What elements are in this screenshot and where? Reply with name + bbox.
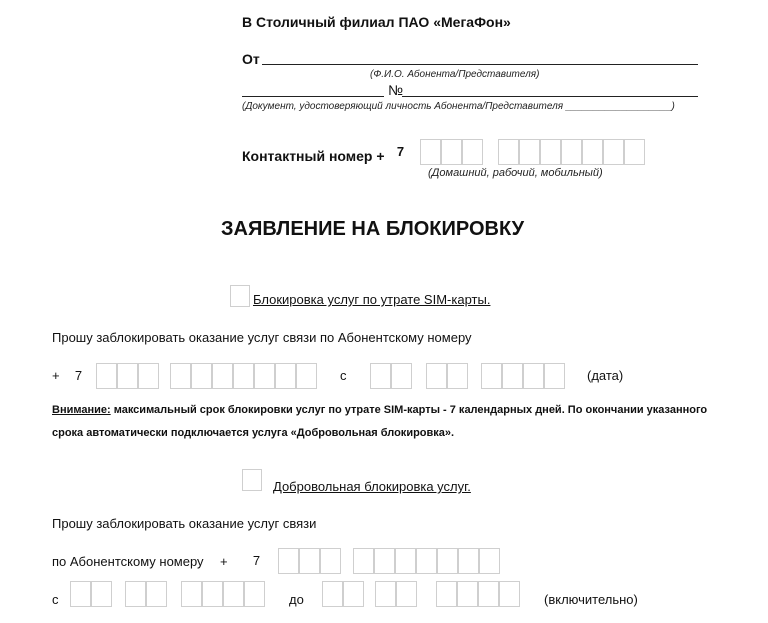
section2-plus: + — [220, 554, 228, 569]
contact-hint: (Домашний, рабочий, мобильный) — [428, 167, 603, 179]
document-hint: (Документ, удостоверяющий личность Абонента/Представителя ___________________) — [242, 101, 675, 112]
section2-request: Прошу заблокировать оказание услуг связи — [52, 516, 317, 531]
number-line-left[interactable] — [242, 96, 384, 97]
recipient: В Столичный филиал ПАО «МегаФон» — [242, 14, 511, 30]
warning-text: максимальный срок блокировки услуг по утрате SIM-карты - 7 календарных дней. По окончании указанного — [110, 404, 708, 416]
from-label: От — [242, 51, 260, 67]
section2-to-label: до — [289, 592, 304, 607]
section1-warning — [52, 404, 707, 416]
section1-date-hint: (дата) — [587, 368, 624, 383]
fio-line[interactable] — [262, 64, 698, 65]
fio-hint: (Ф.И.О. Абонента/Представителя) — [370, 69, 540, 80]
section2-prefix: 7 — [252, 553, 261, 568]
section1-prefix: 7 — [74, 368, 83, 383]
warning-label: Внимание: — [52, 404, 111, 416]
section1-plus: + — [52, 368, 60, 383]
contact-prefix: 7 — [396, 144, 405, 159]
sim-loss-checkbox[interactable] — [230, 285, 250, 307]
voluntary-block-label: Добровольная блокировка услуг. — [273, 479, 471, 494]
number-line-right[interactable] — [402, 96, 698, 97]
section2-number-label: по Абонентскому номеру — [52, 554, 204, 569]
sim-loss-label: Блокировка услуг по утрате SIM-карты. — [253, 292, 491, 307]
page-title: ЗАЯВЛЕНИЕ НА БЛОКИРОВКУ — [221, 218, 525, 240]
section2-from-label: с — [52, 592, 59, 607]
number-sign: № — [388, 82, 404, 98]
warning-text-line2: срока автоматически подключается услуга «Добровольная блокировка». — [52, 427, 455, 439]
voluntary-block-checkbox[interactable] — [242, 469, 262, 491]
section1-from-label: с — [340, 368, 347, 383]
contact-label: Контактный номер + — [242, 148, 385, 164]
section1-request: Прошу заблокировать оказание услуг связи по Абонентскому номеру — [52, 330, 472, 345]
section2-inclusive-hint: (включительно) — [544, 592, 638, 607]
